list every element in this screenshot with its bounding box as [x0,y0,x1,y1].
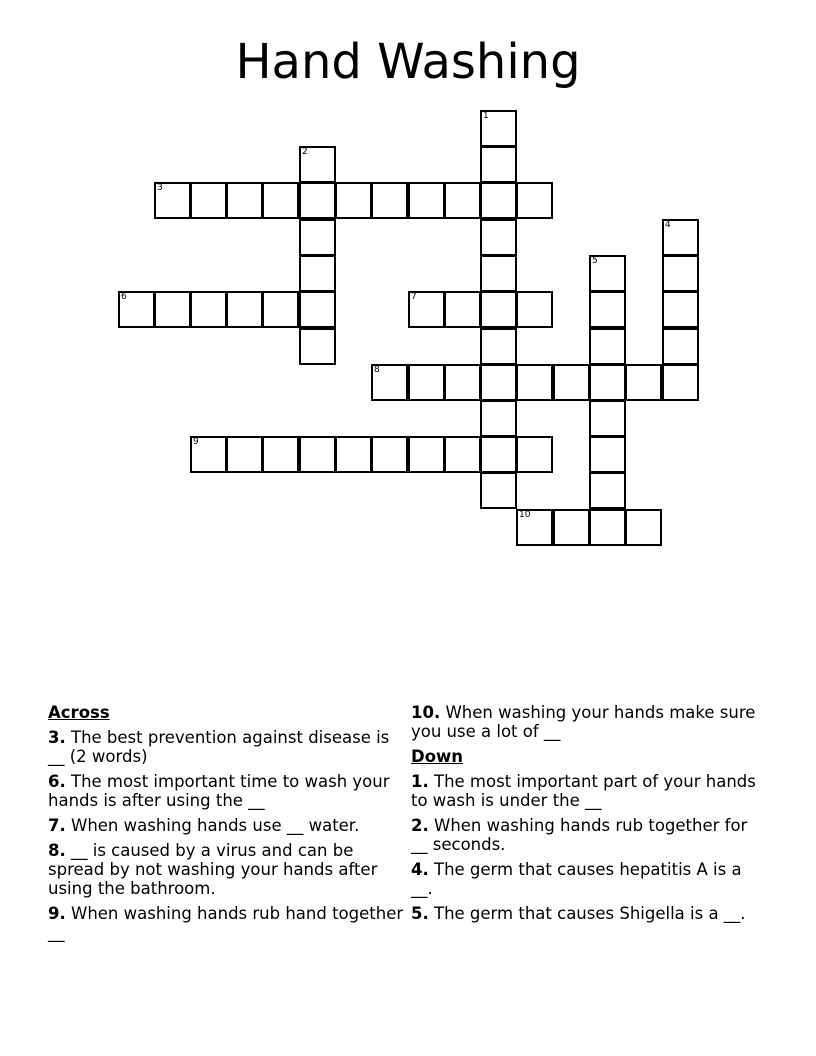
clue-text: The most important time to wash your hands is after using the __ [48,772,390,810]
grid-cell[interactable] [553,364,590,401]
grid-cell[interactable] [226,291,263,328]
grid-cell[interactable] [335,436,372,473]
clue-number: 7. [48,816,66,835]
grid-cell[interactable] [226,436,263,473]
grid-cell[interactable] [118,291,155,328]
grid-cell[interactable] [589,364,626,401]
clue-number: 5. [411,904,429,923]
grid-cell[interactable] [662,255,699,292]
across-clue-9 [48,904,404,942]
cell-number: 8 [374,365,380,375]
grid-cell[interactable] [480,291,517,328]
grid-cell[interactable] [262,436,299,473]
clue-text: When washing hands rub together for __ seconds. [411,816,748,854]
across-clue-3 [48,728,404,766]
grid-cell[interactable] [516,364,553,401]
clue-number: 1. [411,772,429,791]
clue-number: 6. [48,772,66,791]
grid-cell[interactable] [154,182,191,219]
grid-cell[interactable] [662,219,699,256]
cell-number: 5 [592,256,598,266]
grid-cell[interactable] [480,364,517,401]
cell-number: 9 [193,437,199,447]
clue-number: 2. [411,816,429,835]
across-heading: Across [48,703,110,722]
grid-cell[interactable] [408,436,445,473]
grid-cell[interactable] [226,182,263,219]
cell-number: 1 [483,111,489,121]
grid-cell[interactable] [408,182,445,219]
grid-cell[interactable] [516,291,553,328]
grid-cell[interactable] [408,291,445,328]
puzzle-title: Hand Washing [235,34,581,90]
across-clues [48,703,404,948]
grid-cell[interactable] [154,291,191,328]
grid-cell[interactable] [299,328,336,365]
clue-number: 10. [411,703,441,722]
down-clue-5 [411,904,756,923]
down-heading: Down [411,747,464,766]
grid-cell[interactable] [299,219,336,256]
grid-cell[interactable] [444,182,481,219]
grid-cell[interactable] [662,291,699,328]
clue-number: 9. [48,904,66,923]
grid-cell[interactable] [662,328,699,365]
grid-cell[interactable] [625,364,662,401]
cell-number: 4 [665,220,671,230]
clue-number: 8. [48,841,66,860]
grid-cell[interactable] [589,509,626,546]
clue-number: 4. [411,860,429,879]
grid-cell[interactable] [480,400,517,437]
grid-cell[interactable] [589,255,626,292]
grid-cell[interactable] [371,364,408,401]
grid-cell[interactable] [371,182,408,219]
clue-number: 3. [48,728,66,747]
grid-cell[interactable] [589,400,626,437]
grid-cell[interactable] [480,255,517,292]
clue-text: The germ that causes hepatitis A is a __. [411,860,742,898]
grid-cell[interactable] [589,328,626,365]
down-clues [411,703,756,929]
grid-cell[interactable] [299,291,336,328]
grid-cell[interactable] [371,436,408,473]
grid-cell[interactable] [299,255,336,292]
clue-text: When washing hands use __ water. [71,816,360,835]
grid-cell[interactable] [589,472,626,509]
grid-cell[interactable] [480,182,517,219]
grid-cell[interactable] [190,182,227,219]
across-clue-7 [48,816,404,835]
grid-cell[interactable] [516,182,553,219]
cell-number: 2 [302,147,308,157]
clue-text: The best prevention against disease is __ (2 words) [48,728,390,766]
grid-cell[interactable] [480,328,517,365]
grid-cell[interactable] [444,291,481,328]
down-clue-1 [411,772,756,810]
across-clue-10 [411,703,756,741]
cell-number: 7 [411,292,417,302]
grid-cell[interactable] [299,182,336,219]
grid-cell[interactable] [589,436,626,473]
clue-text: When washing hands rub hand together __ [48,904,404,942]
clue-text: The germ that causes Shigella is a __. [434,904,746,923]
grid-cell[interactable] [408,364,445,401]
grid-cell[interactable] [480,219,517,256]
grid-cell[interactable] [516,436,553,473]
grid-cell[interactable] [444,364,481,401]
grid-cell[interactable] [480,472,517,509]
clue-text: The most important part of your hands to wash is under the __ [411,772,756,810]
clue-text: __ is caused by a virus and can be spread by not washing your hands after using the bathroom. [48,841,378,898]
grid-cell[interactable] [480,110,517,147]
grid-cell[interactable] [480,436,517,473]
grid-cell[interactable] [299,146,336,183]
grid-cell[interactable] [262,182,299,219]
grid-cell[interactable] [262,291,299,328]
cell-number: 6 [121,292,127,302]
grid-cell[interactable] [553,509,590,546]
cell-number: 10 [519,510,531,520]
grid-cell[interactable] [662,364,699,401]
down-clue-4 [411,860,756,898]
across-clue-6 [48,772,404,810]
grid-cell[interactable] [190,291,227,328]
grid-cell[interactable] [299,436,336,473]
grid-cell[interactable] [444,436,481,473]
down-clue-2 [411,816,756,854]
grid-cell[interactable] [335,182,372,219]
clue-text: When washing your hands make sure you use a lot of __ [411,703,756,741]
across-clue-8 [48,841,404,898]
grid-cell[interactable] [480,146,517,183]
cell-number: 3 [157,183,163,193]
grid-cell[interactable] [190,436,227,473]
grid-cell[interactable] [589,291,626,328]
grid-cell[interactable] [625,509,662,546]
grid-cell[interactable] [516,509,553,546]
